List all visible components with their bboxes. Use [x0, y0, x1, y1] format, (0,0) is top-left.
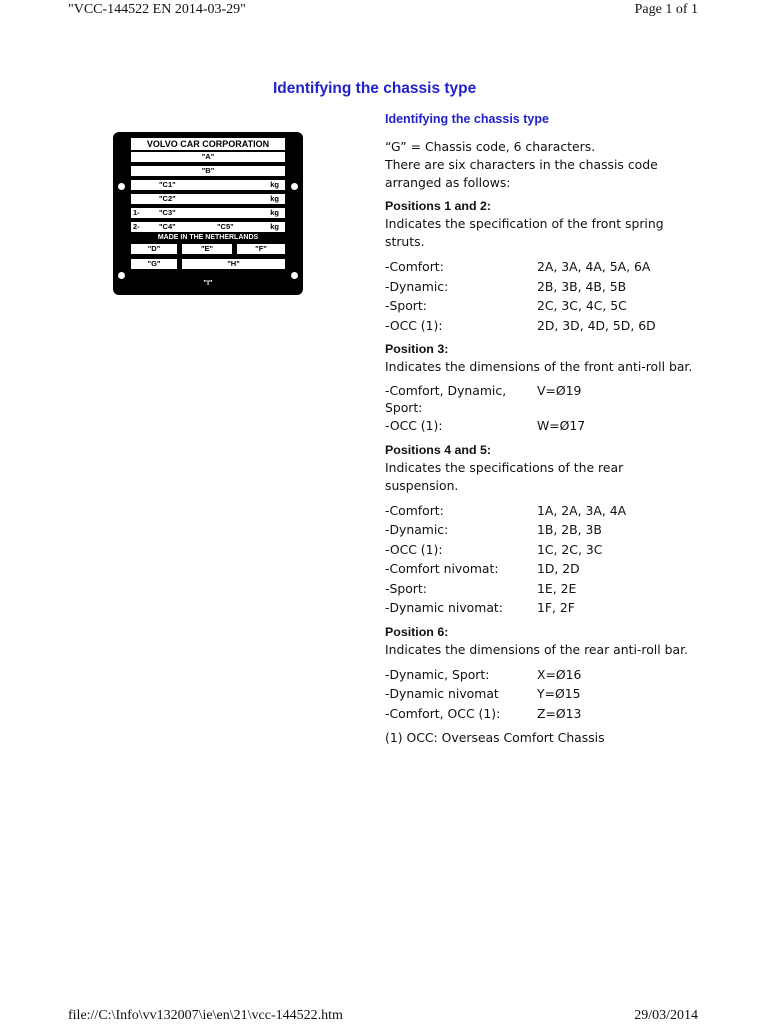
spec-value: 2C, 3C, 4C, 5C — [537, 298, 627, 313]
spec-label: -Sport: — [385, 580, 427, 596]
spec-label: -Dynamic nivomat: — [385, 600, 503, 615]
spec-label: -Comfort: — [385, 259, 444, 274]
section-heading: Positions 4 and 5: — [385, 442, 492, 457]
spec-label: -OCC (1): — [385, 541, 443, 557]
plate-field-e: "E" — [200, 244, 214, 253]
spec-value: 1F, 2F — [537, 600, 575, 615]
spec-row — [385, 257, 695, 277]
section-position-6 — [385, 624, 695, 724]
spec-value: 1C, 2C, 3C — [537, 541, 603, 557]
plate-field-g: "G" — [147, 259, 161, 268]
plate-field-h: "H" — [227, 259, 240, 268]
plate-unit-kg: kg — [270, 194, 279, 203]
section-description: Indicates the specification of the front spring struts. — [385, 216, 664, 249]
spec-label: -Comfort, OCC (1): — [385, 705, 501, 721]
footer-file-path: file://C:\Info\vv132007\ie\en\21\vcc-144522.htm — [68, 1008, 343, 1023]
footnote: (1) OCC: Overseas Comfort Chassis — [385, 730, 605, 745]
plate-field-i: "I" — [203, 278, 213, 287]
section-positions-4-5 — [385, 442, 695, 618]
plate-hole-left-top — [118, 183, 125, 190]
spec-value: 1D, 2D — [537, 561, 580, 576]
plate-axle-2: 2- — [133, 222, 140, 231]
footer-date: 29/03/2014 — [634, 1008, 698, 1023]
header-doc-id: "VCC-144522 EN 2014-03-29" — [68, 2, 246, 17]
spec-value: 1E, 2E — [537, 580, 577, 596]
spec-label: -OCC (1): — [385, 418, 443, 433]
spec-value: 1B, 2B, 3B — [537, 522, 602, 537]
spec-row — [385, 665, 695, 685]
spec-value: W=Ø17 — [537, 418, 586, 433]
plate-company: VOLVO CAR CORPORATION — [146, 139, 270, 149]
spec-label: -Comfort: — [385, 502, 444, 518]
section-description: Indicates the dimensions of the rear anti-roll bar. — [385, 641, 688, 657]
plate-unit-kg: kg — [270, 222, 279, 231]
plate-made-in: MADE IN THE NETHERLANDS — [157, 234, 259, 241]
section-description: Indicates the specifications of the rear suspension. — [385, 459, 624, 493]
spec-label: -Comfort nivomat: — [385, 561, 499, 576]
page-title: Identifying the chassis type — [273, 80, 477, 97]
spec-value: 2B, 3B, 4B, 5B — [537, 278, 627, 294]
spec-row — [385, 382, 695, 416]
intro-line-2: There are six characters in the chassis code arranged as follows: — [385, 157, 658, 190]
spec-value: 1A, 2A, 3A, 4A — [537, 502, 627, 518]
section-heading: Position 3: — [385, 342, 449, 356]
spec-row — [385, 684, 695, 704]
spec-row — [385, 540, 695, 560]
spec-label: -Dynamic nivomat — [385, 686, 499, 701]
spec-value: 2A, 3A, 4A, 5A, 6A — [537, 259, 651, 274]
spec-row — [385, 520, 695, 540]
chassis-code-description — [385, 138, 695, 747]
spec-value: X=Ø16 — [537, 666, 582, 682]
header-page-number: Page 1 of 1 — [634, 2, 698, 17]
spec-label: -Dynamic: — [385, 522, 449, 537]
spec-row — [385, 598, 695, 618]
section-description: Indicates the dimensions of the front anti-roll bar. — [385, 359, 693, 374]
plate-field-c3: "C3" — [159, 208, 176, 217]
spec-row — [385, 296, 695, 316]
spec-row — [385, 316, 695, 336]
plate-unit-kg: kg — [270, 180, 279, 189]
plate-field-f: "F" — [255, 244, 267, 253]
spec-label: -Dynamic, Sport: — [385, 666, 490, 682]
plate-unit-kg: kg — [270, 208, 279, 217]
plate-field-c2: "C2" — [159, 194, 176, 203]
plate-field-c4: "C4" — [159, 222, 176, 231]
plate-field-c5: "C5" — [217, 222, 234, 231]
spec-value: V=Ø19 — [537, 383, 582, 398]
chassis-plate-illustration — [113, 132, 303, 295]
spec-label: -OCC (1): — [385, 317, 443, 333]
spec-row — [385, 579, 695, 599]
section-heading: Position 6: — [385, 624, 449, 639]
spec-label: -Comfort, Dynamic, Sport: — [385, 383, 507, 415]
spec-label: -Sport: — [385, 298, 427, 313]
plate-axle-1: 1- — [133, 208, 140, 217]
spec-value: Z=Ø13 — [537, 705, 582, 721]
intro-line-1: “G” = Chassis code, 6 characters. — [385, 139, 596, 154]
plate-hole-right-top — [291, 183, 298, 190]
spec-value: 2D, 3D, 4D, 5D, 6D — [537, 317, 656, 333]
plate-field-d: "D" — [147, 244, 161, 253]
plate-field-b: "B" — [201, 166, 215, 175]
plate-field-c1: "C1" — [159, 180, 176, 189]
section-heading: Positions 1 and 2: — [385, 199, 492, 213]
spec-row — [385, 501, 695, 521]
spec-label: -Dynamic: — [385, 278, 449, 294]
spec-row — [385, 704, 695, 724]
spec-row — [385, 559, 695, 579]
spec-row — [385, 416, 695, 436]
spec-value: Y=Ø15 — [537, 686, 581, 701]
section-title: Identifying the chassis type — [385, 112, 549, 126]
section-position-3 — [385, 341, 695, 436]
plate-field-a: "A" — [201, 152, 215, 161]
spec-row — [385, 277, 695, 297]
section-positions-1-2 — [385, 198, 695, 335]
